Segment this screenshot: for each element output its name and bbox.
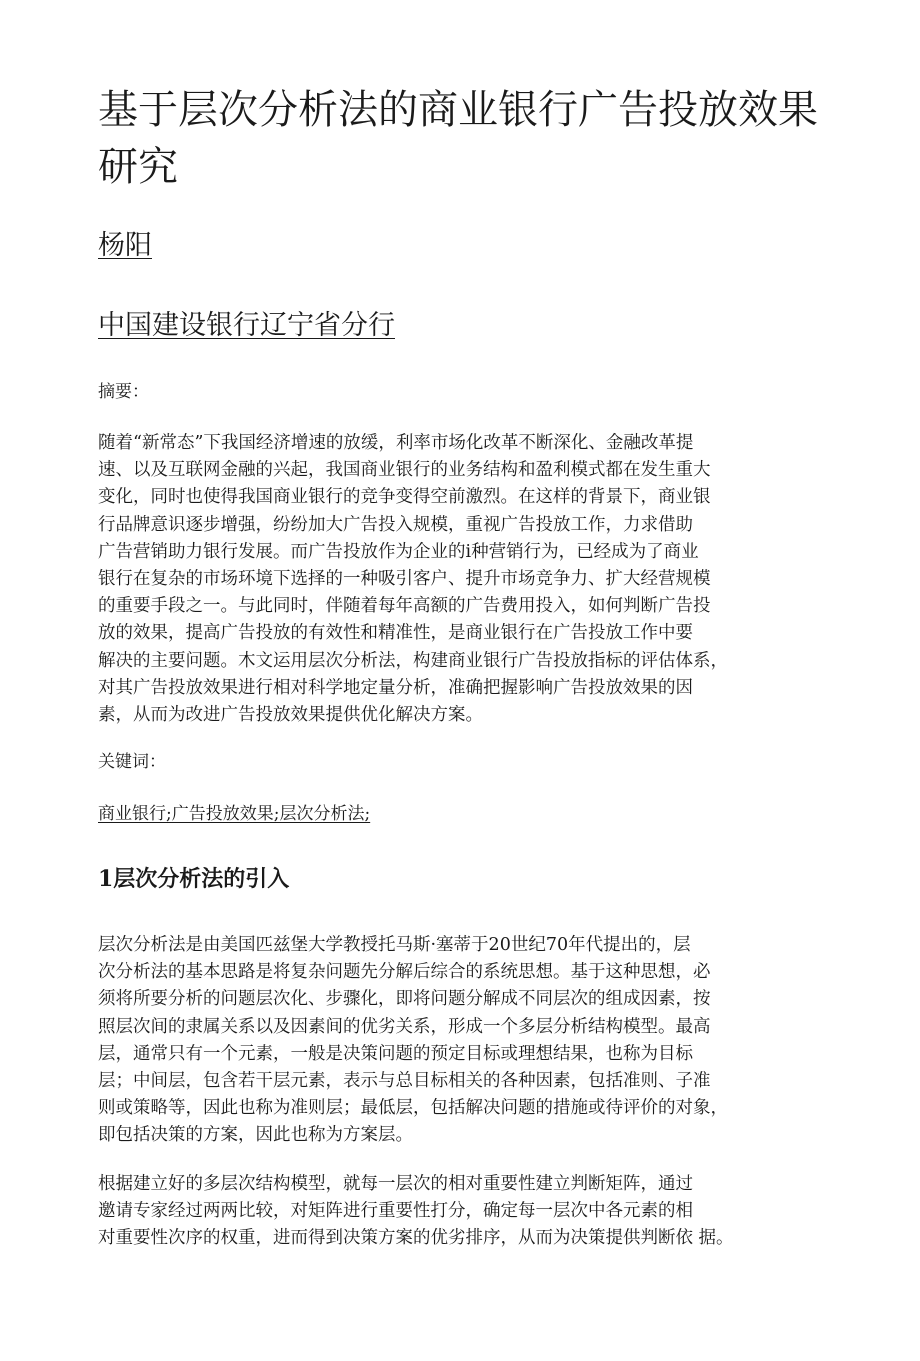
- body-paragraph: [98, 932, 820, 1150]
- abstract-line: 放的效果，提高广告投放的有效性和精准性，是商业银行在广告投放工作中要: [98, 623, 693, 644]
- abstract-line: 随着“新常态”下我国经济增速的放缓，利率市场化改革不断深化、金融改革提: [98, 433, 694, 453]
- abstract-line: 的重要手段之一。与此同时，伴随着每年高额的广告费用投入，如何判断广告投: [98, 596, 711, 617]
- body-line: 即包括决策的方案，因此也称为方案层。: [98, 1125, 413, 1146]
- author-name[interactable]: 杨阳: [98, 230, 152, 261]
- body-line: 次分析法的基本思路是将复杂问题先分解后综合的系统思想。基于这种思想，必: [98, 962, 711, 983]
- author-affiliation[interactable]: 中国建设银行辽宁省分行: [98, 310, 395, 341]
- body-line: 对重要性次序的权重，进而得到决策方案的优劣排序，从而为决策提供判断依 据。: [98, 1228, 734, 1249]
- abstract-line: 解决的主要问题。木文运用层次分析法，构建商业银行广告投放指标的评估体系，: [98, 650, 728, 671]
- body-line: 须将所要分析的问题层次化、步骤化，即将问题分解成不同层次的组成因素，按: [98, 989, 711, 1010]
- keywords-label: 关键词：: [98, 752, 166, 772]
- paper-title: 基于层次分析法的商业银行广告投放效果研究: [98, 87, 818, 190]
- section-heading: 1层次分析法的引入: [98, 866, 290, 892]
- abstract-line: 广告营销助力银行发展。而广告投放作为企业的i种营销行为，已经成为了商业: [98, 541, 699, 562]
- body-line: 根据建立好的多层次结构模型，就每一层次的相对重要性建立判断矩阵，通过: [98, 1174, 693, 1194]
- body-line: 层次分析法是由美国匹兹堡大学教授托马斯·塞蒂于20世纪70年代提出的，层: [98, 935, 691, 955]
- abstract-text: [98, 430, 820, 729]
- keywords-links[interactable]: 商业银行;广告投放效果;层次分析法;: [98, 804, 371, 824]
- abstract-line: 行品牌意识逐步增强，纷纷加大广告投入规模，重视广告投放工作，力求借助: [98, 514, 693, 535]
- abstract-line: 素，从而为改进广告投放效果提供优化解决方案。: [98, 705, 483, 726]
- abstract-line: 对其广告投放效果进行相对科学地定量分析，准确把握影响广告投放效果的因: [98, 677, 693, 698]
- body-line: 层；中间层，包含若干层元素，表示与总目标相关的各种因素，包括准则、子准: [98, 1071, 711, 1092]
- body-line: 则或策略等，因此也称为准则层；最低层，包括解决问题的措施或待评价的对象，: [98, 1098, 728, 1119]
- body-line: 照层次间的隶属关系以及因素间的优劣关系，形成一个多层分析结构模型。最高: [98, 1016, 711, 1037]
- abstract-line: 变化，同时也使得我国商业银行的竞争变得空前激烈。在这样的背景下，商业银: [98, 487, 711, 508]
- abstract-line: 银行在复杂的市场环境下选择的一种吸引客户、提升市场竞争力、扩大经营规模: [98, 569, 711, 590]
- body-paragraph: [98, 1171, 820, 1253]
- body-line: 邀请专家经过两两比较，对矩阵进行重要性打分，确定每一层次中各元素的相: [98, 1201, 693, 1222]
- abstract-line: 速、以及互联网金融的兴起，我国商业银行的业务结构和盈利模式都在发生重大: [98, 460, 711, 481]
- body-line: 层，通常只有一个元素，一般是决策问题的预定目标或理想结果，也称为目标: [98, 1043, 693, 1064]
- abstract-label: 摘要：: [98, 382, 149, 402]
